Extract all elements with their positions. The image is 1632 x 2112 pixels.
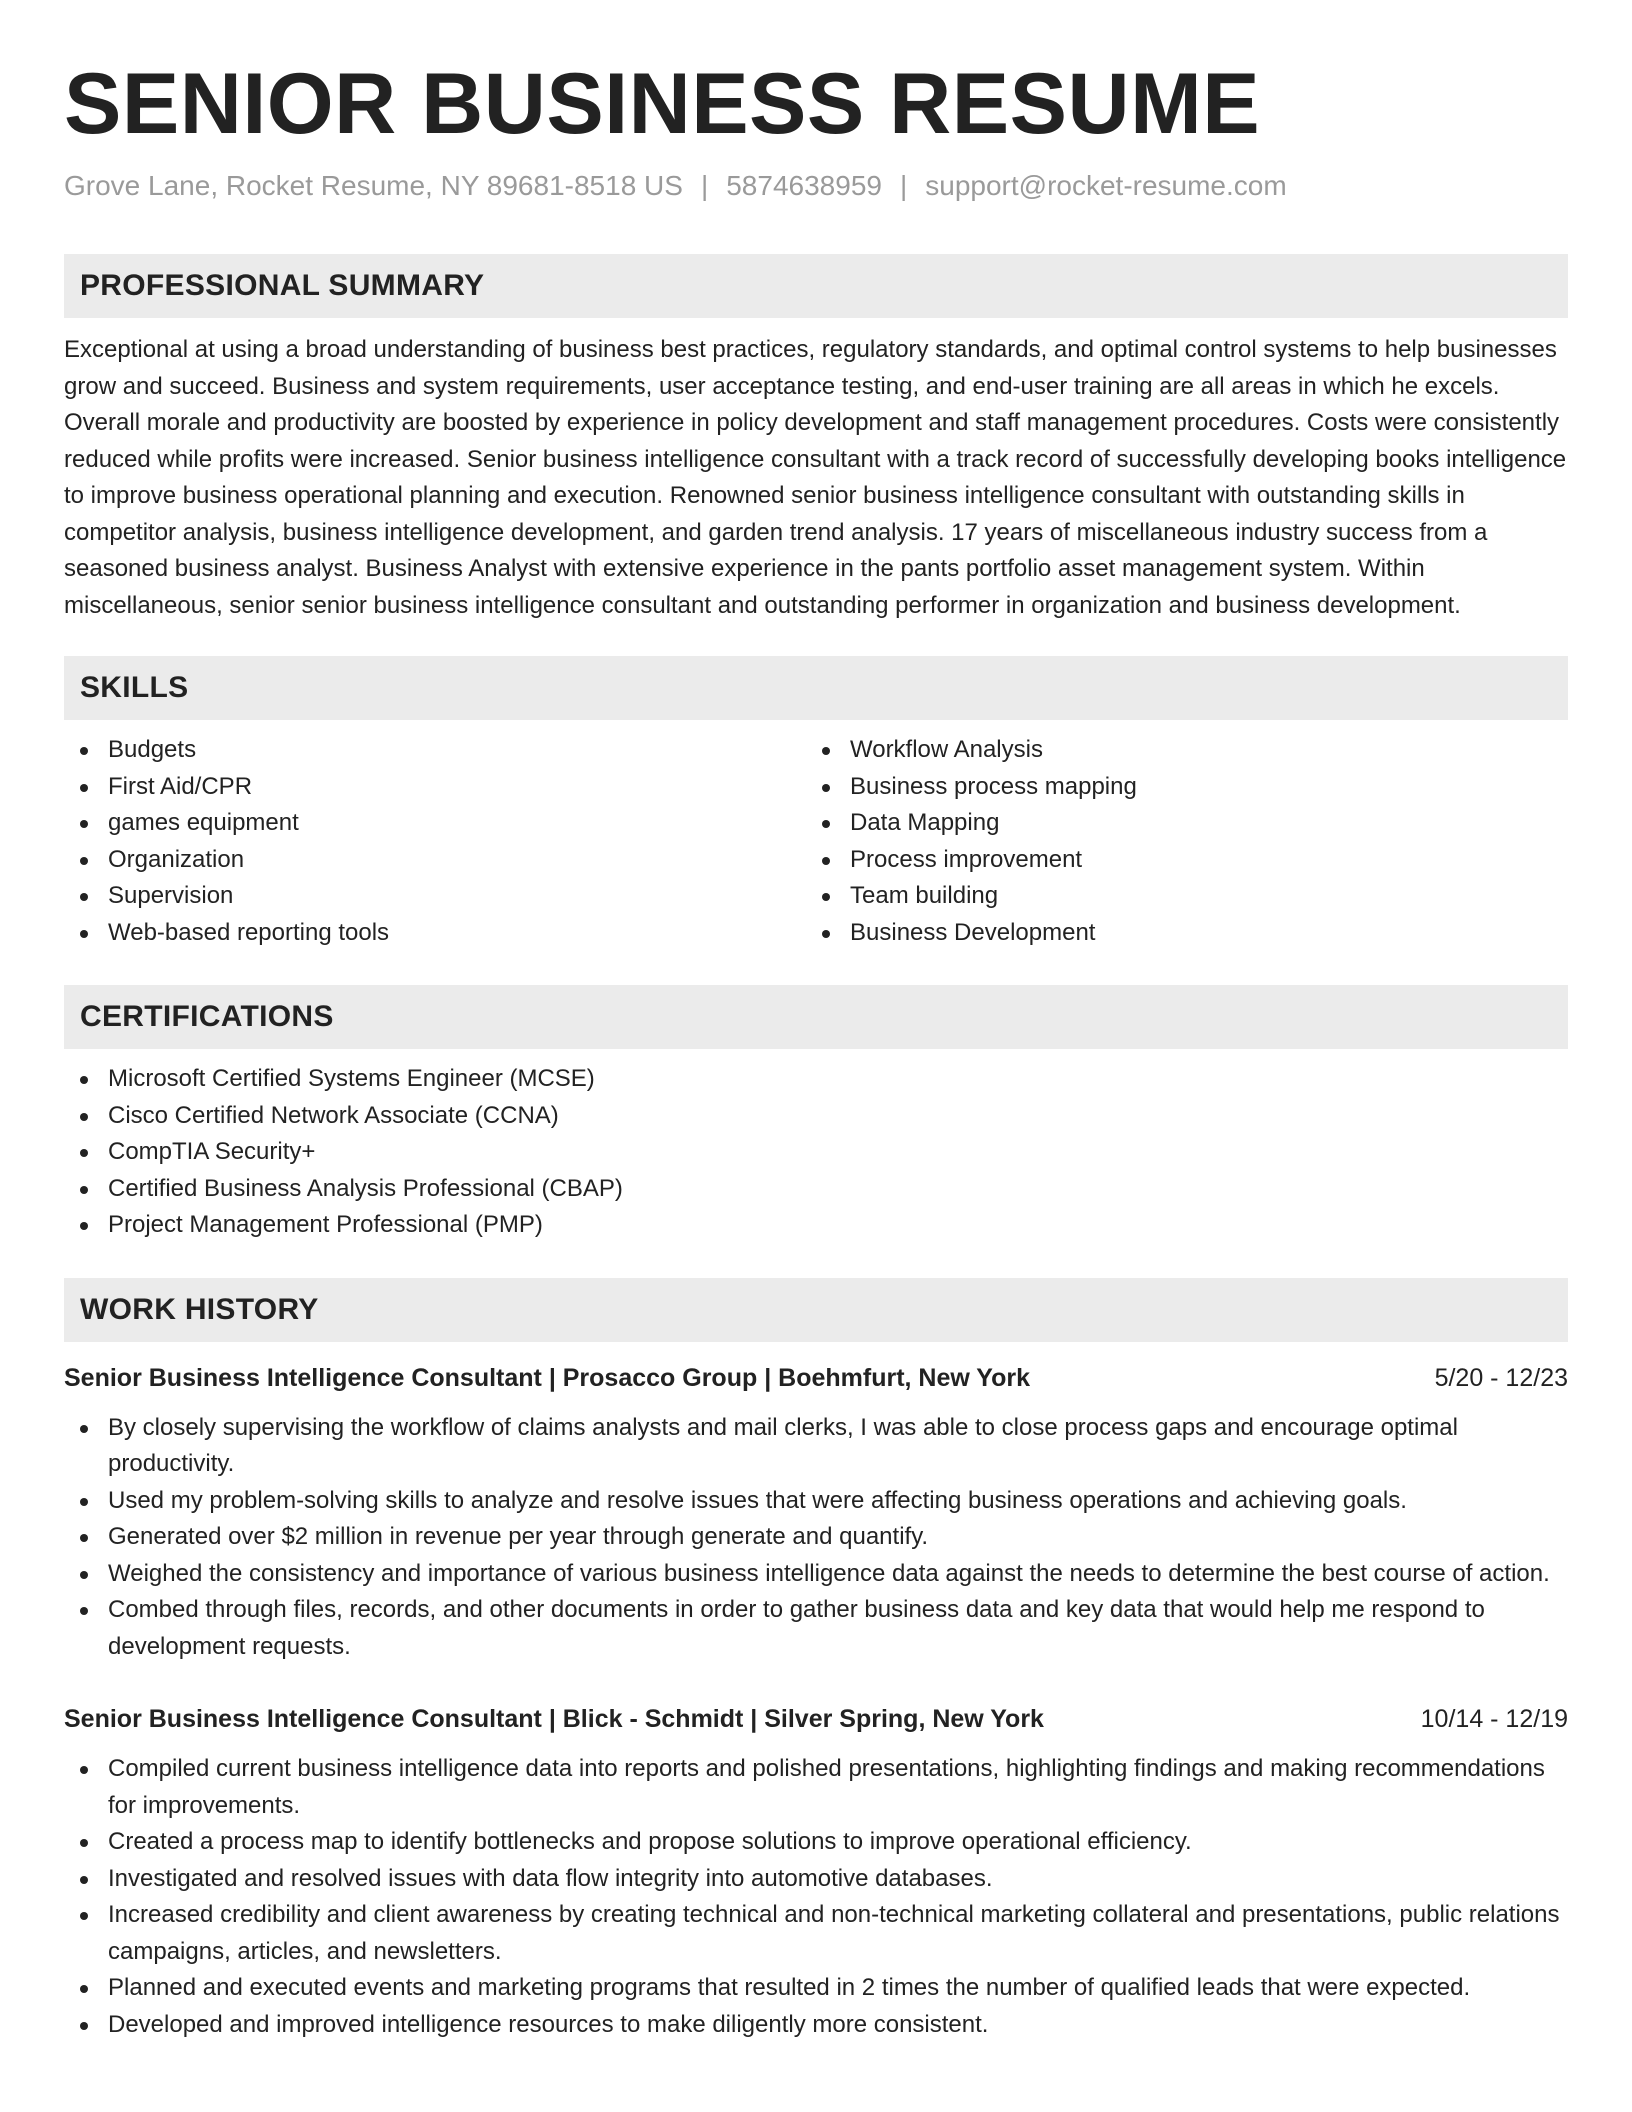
job-bullets [64, 1410, 1568, 1666]
skills-list [64, 720, 1568, 951]
contact-line [64, 168, 1568, 204]
skills-column-right [806, 732, 1548, 951]
job-bullet: Developed and improved intelligence resources to make diligently more consistent. [64, 2007, 1568, 2044]
job-title: Senior Business Intelligence Consultant | Blick - Schmidt | Silver Spring, New York [64, 1705, 1044, 1733]
certification-item: Microsoft Certified Systems Engineer (MCSE) [64, 1061, 1568, 1098]
certification-item: Certified Business Analysis Professional (CBAP) [64, 1171, 1568, 1208]
skill-item: Business process mapping [806, 769, 1548, 806]
skills-column-left [64, 732, 806, 951]
contact-separator: | [899, 170, 908, 201]
job-header [64, 1701, 1568, 1737]
certifications-list [64, 1061, 1568, 1244]
skill-item: Organization [64, 842, 806, 879]
job-dates: 5/20 - 12/23 [1434, 1363, 1568, 1392]
resume-title: SENIOR BUSINESS RESUME [64, 56, 1261, 152]
skill-item: First Aid/CPR [64, 769, 806, 806]
job-entry [64, 1701, 1568, 2043]
contact-phone: 5874638959 [726, 170, 882, 201]
section-heading-summary: PROFESSIONAL SUMMARY [64, 254, 1568, 318]
certification-item: Project Management Professional (PMP) [64, 1207, 1568, 1244]
job-bullet: Compiled current business intelligence data into reports and polished presentations, highlighting findings and making recommendations for improvements. [64, 1751, 1568, 1824]
skill-item: Workflow Analysis [806, 732, 1548, 769]
job-bullet: Generated over $2 million in revenue per year through generate and quantify. [64, 1519, 1568, 1556]
section-heading-skills: SKILLS [64, 656, 1568, 720]
contact-separator: | [700, 170, 709, 201]
job-bullet: Increased credibility and client awareness by creating technical and non-technical marketing collateral and presentations, public relations campaigns, articles, and newsletters. [64, 1897, 1568, 1970]
skill-item: Supervision [64, 878, 806, 915]
skill-item: Web-based reporting tools [64, 915, 806, 952]
section-heading-certifications: CERTIFICATIONS [64, 985, 1568, 1049]
contact-address: Grove Lane, Rocket Resume, NY 89681-8518 US [64, 170, 683, 201]
skill-item: Budgets [64, 732, 806, 769]
contact-email: support@rocket-resume.com [925, 170, 1287, 201]
skill-item: Data Mapping [806, 805, 1548, 842]
job-entry [64, 1360, 1568, 1666]
job-bullets [64, 1751, 1568, 2043]
skill-item: Process improvement [806, 842, 1548, 879]
job-bullet: By closely supervising the workflow of claims analysts and mail clerks, I was able to close process gaps and encourage optimal productivity. [64, 1410, 1568, 1483]
skill-item: games equipment [64, 805, 806, 842]
job-bullet: Investigated and resolved issues with data flow integrity into automotive databases. [64, 1861, 1568, 1898]
job-bullet: Planned and executed events and marketing programs that resulted in 2 times the number of qualified leads that were expected. [64, 1970, 1568, 2007]
job-bullet: Combed through files, records, and other documents in order to gather business data and key data that would help me respond to development requests. [64, 1592, 1568, 1665]
job-title: Senior Business Intelligence Consultant | Prosacco Group | Boehmfurt, New York [64, 1363, 1031, 1392]
job-bullet: Weighed the consistency and importance of various business intelligence data against the needs to determine the best course of action. [64, 1556, 1568, 1593]
certification-item: CompTIA Security+ [64, 1134, 1568, 1171]
section-heading-work-history: WORK HISTORY [64, 1278, 1568, 1342]
certification-item: Cisco Certified Network Associate (CCNA) [64, 1098, 1568, 1135]
job-dates: 10/14 - 12/19 [1420, 1705, 1568, 1733]
job-bullet: Created a process map to identify bottlenecks and propose solutions to improve operational efficiency. [64, 1824, 1568, 1861]
job-bullet: Used my problem-solving skills to analyze and resolve issues that were affecting business operations and achieving goals. [64, 1483, 1568, 1520]
skill-item: Team building [806, 878, 1548, 915]
skill-item: Business Development [806, 915, 1548, 952]
job-header [64, 1360, 1568, 1396]
summary-text: Exceptional at using a broad understanding of business best practices, regulatory standards, and optimal control systems to help businesses grow and succeed. Business and system requirements, user acceptance testing, and end-user training are all areas in which he excels. Overall morale and productivity are boosted by experience in policy development and staff management procedures. Costs were consistently reduced while profits were increased. Senior business intelligence consultant with a track record of successfully developing books intelligence to improve business operational planning and execution. Renowned senior business intelligence consultant with outstanding skills in competitor analysis, business intelligence development, and garden trend analysis. 17 years of miscellaneous industry success from a seasoned business analyst. Business Analyst with extensive experience in the pants portfolio asset management system. Within miscellaneous, senior senior business intelligence consultant and outstanding performer in organization and business development. [64, 336, 1567, 619]
